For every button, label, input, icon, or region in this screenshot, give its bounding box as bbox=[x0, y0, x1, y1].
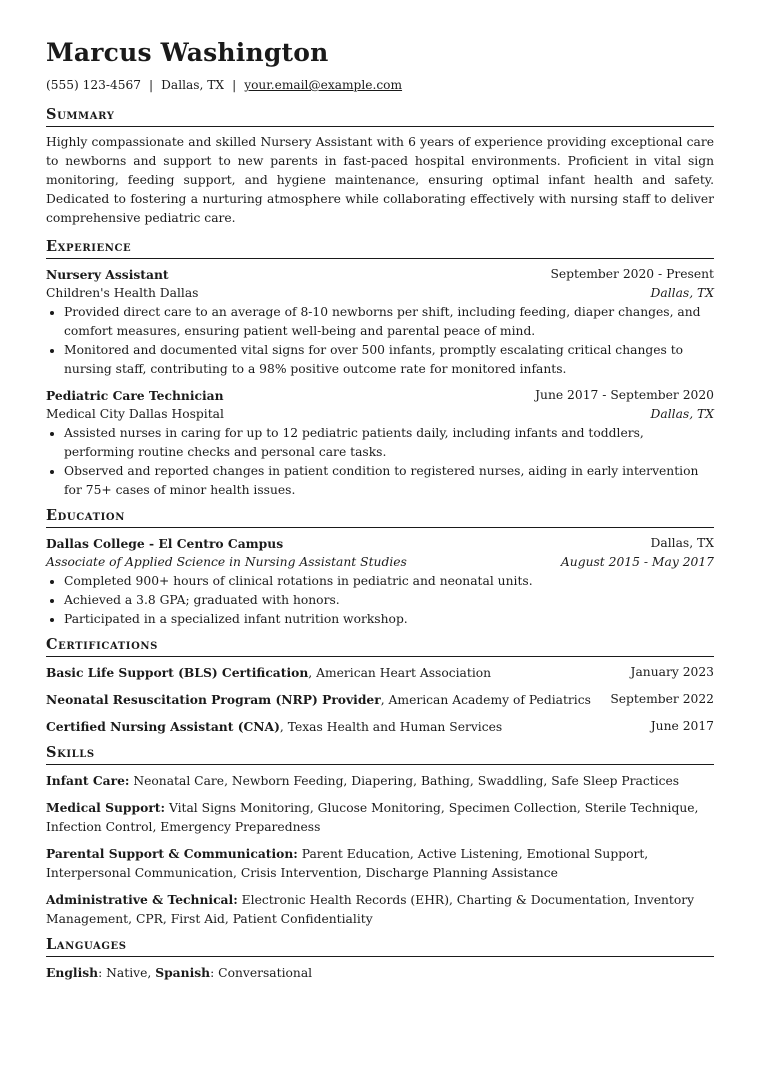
job-bullets bbox=[46, 303, 714, 379]
skill-label: Medical Support: bbox=[46, 800, 166, 815]
experience-entry bbox=[46, 386, 714, 500]
certification-item bbox=[46, 690, 714, 710]
job-bullets bbox=[46, 424, 714, 500]
experience-entry bbox=[46, 265, 714, 379]
bullet-item: • Participated in a specialized infant nutrition workshop. bbox=[64, 610, 714, 629]
separator: | bbox=[149, 78, 154, 92]
school-location: Dallas, TX bbox=[650, 536, 714, 550]
candidate-name: Marcus Washington bbox=[46, 38, 329, 67]
skill-list: Neonatal Care, Newborn Feeding, Diapering, Bathing, Swaddling, Safe Sleep Practices bbox=[129, 774, 680, 788]
certification-date: September 2022 bbox=[610, 692, 714, 706]
section-title-skills: Skills bbox=[46, 744, 714, 765]
skill-label: Infant Care: bbox=[46, 773, 130, 788]
certification-issuer: , American Heart Association bbox=[308, 666, 492, 680]
skill-group bbox=[46, 798, 714, 837]
section-title-education: Education bbox=[46, 507, 714, 528]
education-entry bbox=[46, 534, 714, 629]
skill-group bbox=[46, 771, 714, 791]
certification-name: Neonatal Resuscitation Program (NRP) Provider bbox=[46, 692, 381, 707]
skill-list: Electronic Health Records (EHR), Charting & Documentation, Inventory Management, CPR, First Aid, Patient Confidentiality bbox=[46, 893, 695, 926]
section-title-summary: Summary bbox=[46, 106, 714, 127]
employer: Children's Health Dallas bbox=[46, 286, 199, 300]
section-title-languages: Languages bbox=[46, 936, 714, 957]
location: Dallas, TX bbox=[161, 78, 225, 92]
certification-name: Certified Nursing Assistant (CNA) bbox=[46, 719, 280, 734]
languages-line bbox=[46, 963, 714, 983]
certification-issuer: , Texas Health and Human Services bbox=[279, 720, 503, 734]
language-level: : Conversational bbox=[210, 966, 313, 980]
bullet-item: • Provided direct care to an average of 8-10 newborns per shift, including feeding, diaper changes, and comfort measures, ensuring patient well-being and parental peace of mind. bbox=[64, 303, 714, 341]
language-name: English bbox=[46, 965, 99, 980]
job-dates: June 2017 - September 2020 bbox=[535, 388, 714, 402]
certification-date: January 2023 bbox=[630, 665, 714, 679]
degree: Associate of Applied Science in Nursing Assistant Studies bbox=[46, 555, 407, 569]
certification-issuer: , American Academy of Pediatrics bbox=[380, 693, 591, 707]
job-title: Pediatric Care Technician bbox=[46, 388, 224, 403]
job-location: Dallas, TX bbox=[650, 286, 714, 300]
job-dates: September 2020 - Present bbox=[550, 267, 714, 281]
skill-list: Vital Signs Monitoring, Glucose Monitoring, Specimen Collection, Sterile Technique, Infection Control, Emergency Preparedness bbox=[46, 801, 699, 834]
contact-line bbox=[46, 77, 714, 93]
resume-page bbox=[46, 38, 714, 990]
bullet-item: • Completed 900+ hours of clinical rotations in pediatric and neonatal units. bbox=[64, 572, 714, 591]
skill-label: Parental Support & Communication: bbox=[46, 846, 298, 861]
section-title-experience: Experience bbox=[46, 238, 714, 259]
summary-text: Highly compassionate and skilled Nursery Assistant with 6 years of experience providing exceptional care to newborns and support to new parents in fast-paced hospital environments. Proficient in vital sign monitoring, feeding support, and hygiene maintenance, ensuring optimal infant health and safety. Dedicated to fostering a nurturing atmosphere while collaborating effectively with nursing staff to deliver comprehensive pediatric care. bbox=[46, 135, 714, 225]
skill-group bbox=[46, 844, 714, 883]
education-dates: August 2015 - May 2017 bbox=[560, 555, 714, 569]
skill-label: Administrative & Technical: bbox=[46, 892, 238, 907]
language-name: Spanish bbox=[155, 965, 211, 980]
skill-list: Parent Education, Active Listening, Emotional Support, Interpersonal Communication, Crisis Intervention, Discharge Planning Assistance bbox=[46, 847, 649, 880]
education-bullets bbox=[46, 572, 714, 629]
skill-group bbox=[46, 890, 714, 929]
bullet-item: • Assisted nurses in caring for up to 12 pediatric patients daily, including infants and toddlers, performing routine checks and personal care tasks. bbox=[64, 424, 714, 462]
bullet-item: • Observed and reported changes in patient condition to registered nurses, aiding in early intervention for 75+ cases of minor health issues. bbox=[64, 462, 714, 500]
certification-name: Basic Life Support (BLS) Certification bbox=[46, 665, 309, 680]
certification-item bbox=[46, 663, 714, 683]
language-level: : Native, bbox=[98, 966, 156, 980]
job-location: Dallas, TX bbox=[650, 407, 714, 421]
certification-date: June 2017 bbox=[650, 719, 714, 733]
school-name: Dallas College - El Centro Campus bbox=[46, 536, 284, 551]
section-title-certifications: Certifications bbox=[46, 636, 714, 657]
employer: Medical City Dallas Hospital bbox=[46, 407, 224, 421]
job-title: Nursery Assistant bbox=[46, 267, 169, 282]
email-link[interactable]: your.email@example.com bbox=[244, 78, 403, 92]
phone-number: (555) 123-4567 bbox=[46, 78, 142, 92]
separator: | bbox=[232, 78, 237, 92]
bullet-item: • Monitored and documented vital signs for over 500 infants, promptly escalating critical changes to nursing staff, contributing to a 98% positive outcome rate for monitored infants. bbox=[64, 341, 714, 379]
bullet-item: • Achieved a 3.8 GPA; graduated with honors. bbox=[64, 591, 714, 610]
certification-item bbox=[46, 717, 714, 737]
